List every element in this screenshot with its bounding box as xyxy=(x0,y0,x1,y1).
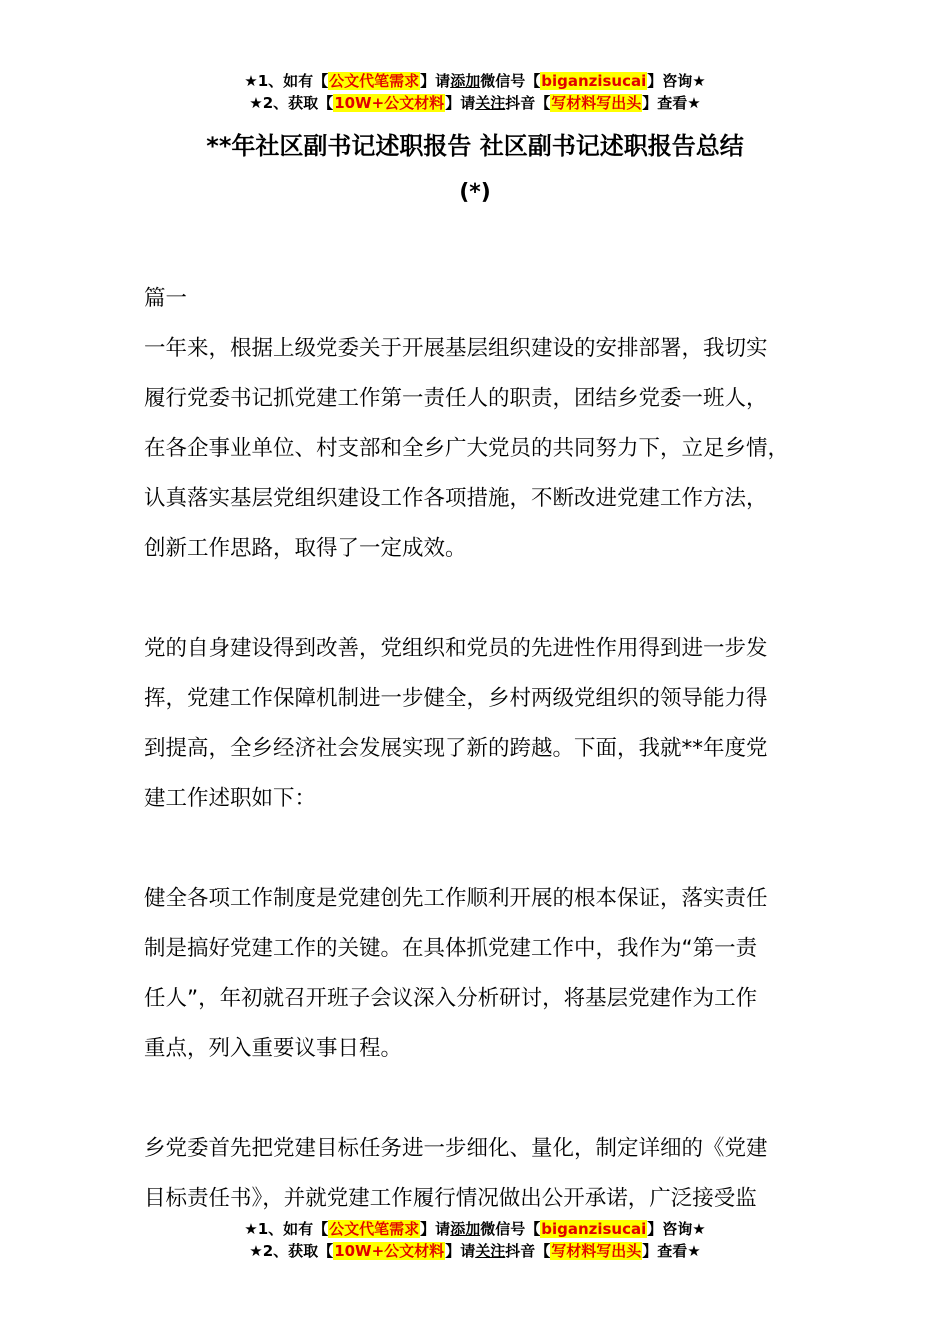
banner-text: 】咨询★ xyxy=(647,1220,706,1238)
document-body xyxy=(144,274,844,1224)
paragraph-line: 重点，列入重要议事日程。 xyxy=(144,1036,403,1061)
banner-text: ★2、获取【 xyxy=(249,1242,334,1260)
banner-text: 】咨询★ xyxy=(647,72,706,90)
banner-highlight: biganzisucai xyxy=(541,1220,647,1238)
paragraph-line: 认真落实基层党组织建设工作各项措施，不断改进党建工作方法， xyxy=(144,486,768,511)
banner-text: 抖音【 xyxy=(505,1242,551,1260)
banner-highlight: 10W+公文材料 xyxy=(334,1242,445,1260)
paragraph-line: 制是搞好党建工作的关键。在具体抓党建工作中，我作为“第一责 xyxy=(144,936,758,961)
banner-line-1 xyxy=(0,1218,950,1240)
banner-text: 】请 xyxy=(445,94,476,112)
paragraph-line: 一年来，根据上级党委关于开展基层组织建设的安排部署，我切实 xyxy=(144,336,768,361)
paragraph xyxy=(144,874,844,1074)
paragraph xyxy=(144,324,844,574)
banner-highlight: 公文代笔需求 xyxy=(329,1220,420,1238)
document-subtitle: (*) xyxy=(459,180,491,205)
banner-highlight: 公文代笔需求 xyxy=(329,72,420,90)
paragraph xyxy=(144,1124,844,1224)
banner-underlined-text: 关注 xyxy=(475,1242,506,1260)
paragraph-gap xyxy=(144,824,844,874)
banner-underlined-text: 添加 xyxy=(450,1220,481,1238)
banner-text: 】请 xyxy=(420,72,451,90)
banner-text: 微信号【 xyxy=(480,1220,541,1238)
banner-text: ★2、获取【 xyxy=(249,94,334,112)
paragraph xyxy=(144,624,844,824)
banner-line-1 xyxy=(0,70,950,92)
paragraph-line: 健全各项工作制度是党建创先工作顺利开展的根本保证，落实责任 xyxy=(144,886,768,911)
paragraph-line: 建工作述职如下： xyxy=(144,786,317,811)
paragraph-line: 任人”，年初就召开班子会议深入分析研讨，将基层党建作为工作 xyxy=(144,986,758,1011)
banner-line-2 xyxy=(0,1240,950,1262)
banner-highlight: biganzisucai xyxy=(541,72,647,90)
paragraph-line: 乡党委首先把党建目标任务进一步细化、量化，制定详细的《党建 xyxy=(144,1136,768,1161)
paragraph-line: 在各企事业单位、村支部和全乡广大党员的共同努力下，立足乡情， xyxy=(144,436,790,461)
paragraph-line: 党的自身建设得到改善，党组织和党员的先进性作用得到进一步发 xyxy=(144,636,768,661)
banner-line-2 xyxy=(0,92,950,114)
paragraph-gap xyxy=(144,1074,844,1124)
banner-text: 】请 xyxy=(420,1220,451,1238)
paragraph-line: 到提高，全乡经济社会发展实现了新的跨越。下面，我就**年度党 xyxy=(144,736,768,761)
paragraph-gap xyxy=(144,574,844,624)
paragraph-line: 履行党委书记抓党建工作第一责任人的职责，团结乡党委一班人， xyxy=(144,386,768,411)
bottom-banner xyxy=(0,1218,950,1262)
section-label: 篇一 xyxy=(144,286,188,311)
banner-underlined-text: 关注 xyxy=(475,94,506,112)
document-title: **年社区副书记述职报告 社区副书记述职报告总结 xyxy=(206,132,744,160)
banner-text: 】请 xyxy=(445,1242,476,1260)
banner-underlined-text: 添加 xyxy=(450,72,481,90)
banner-highlight: 10W+公文材料 xyxy=(334,94,445,112)
paragraph-line: 挥，党建工作保障机制进一步健全，乡村两级党组织的领导能力得 xyxy=(144,686,768,711)
banner-text: 抖音【 xyxy=(505,94,551,112)
paragraph-line: 目标责任书》，并就党建工作履行情况做出公开承诺，广泛接受监 xyxy=(144,1186,757,1211)
banner-text: 】查看★ xyxy=(642,1242,701,1260)
banner-text: ★1、如有【 xyxy=(244,72,329,90)
top-banner xyxy=(0,70,950,114)
banner-highlight: 写材料写出头 xyxy=(551,1242,642,1260)
banner-text: 微信号【 xyxy=(480,72,541,90)
paragraph-line: 创新工作思路，取得了一定成效。 xyxy=(144,536,467,561)
banner-highlight: 写材料写出头 xyxy=(551,94,642,112)
banner-text: ★1、如有【 xyxy=(244,1220,329,1238)
banner-text: 】查看★ xyxy=(642,94,701,112)
